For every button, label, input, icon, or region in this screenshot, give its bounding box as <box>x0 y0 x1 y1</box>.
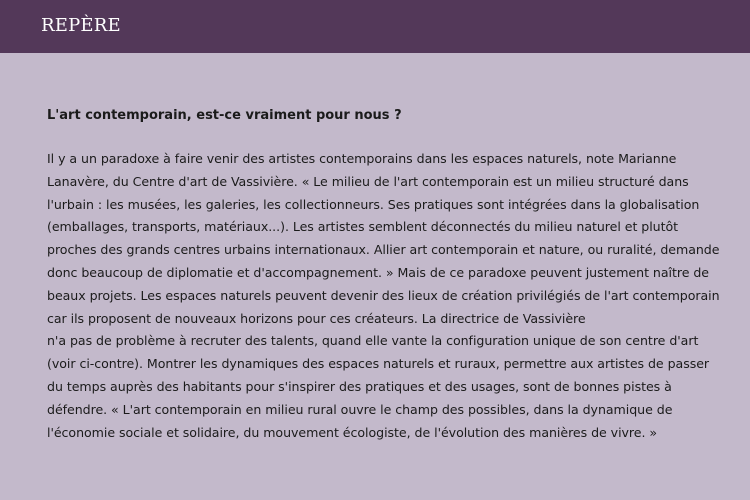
body-line: donc beaucoup de diplomatie et d'accompagnement. » Mais de ce paradoxe peuvent justement naître de <box>47 264 709 280</box>
body-line: (emballages, transports, matériaux...). Les artistes semblent déconnectés du milieu naturel et plutôt <box>47 219 679 235</box>
article-title: L'art contemporain, est-ce vraiment pour nous ? <box>47 108 402 123</box>
section-label: REPÈRE <box>41 15 121 36</box>
body-line: (voir ci-contre). Montrer les dynamiques des espaces naturels et ruraux, permettre aux artistes de passer <box>47 356 710 372</box>
body-line: l'économie sociale et solidaire, du mouvement écologiste, de l'évolution des manières de vivre. » <box>47 424 658 440</box>
body-line: défendre. « L'art contemporain en milieu rural ouvre le champ des possibles, dans la dynamique de <box>47 401 673 417</box>
body-line: n'a pas de problème à recruter des talents, quand elle vante la configuration unique de son centre d'art <box>47 333 699 349</box>
body-line: car ils proposent de nouveaux horizons pour ces créateurs. La directrice de Vassivière <box>47 310 586 326</box>
body-line: Il y a un paradoxe à faire venir des artistes contemporains dans les espaces naturels, note Marianne <box>47 151 677 166</box>
body-line: du temps auprès des habitants pour s'inspirer des pratiques et des usages, sont de bonnes pistes à <box>47 378 672 394</box>
body-line: proches des grands centres urbains internationaux. Allier art contemporain et nature, ou ruralité, demande <box>47 242 720 258</box>
header-banner <box>0 0 750 53</box>
article-body <box>47 148 720 444</box>
body-line: beaux projets. Les espaces naturels peuvent devenir des lieux de création privilégiés de l'art contemporain <box>47 287 720 303</box>
body-line: Lanavère, du Centre d'art de Vassivière. « Le milieu de l'art contemporain est un milieu structuré dans <box>47 173 689 189</box>
article <box>47 106 720 444</box>
body-line: l'urbain : les musées, les galeries, les collectionneurs. Ses pratiques sont intégrées dans la globalisation <box>47 196 700 212</box>
